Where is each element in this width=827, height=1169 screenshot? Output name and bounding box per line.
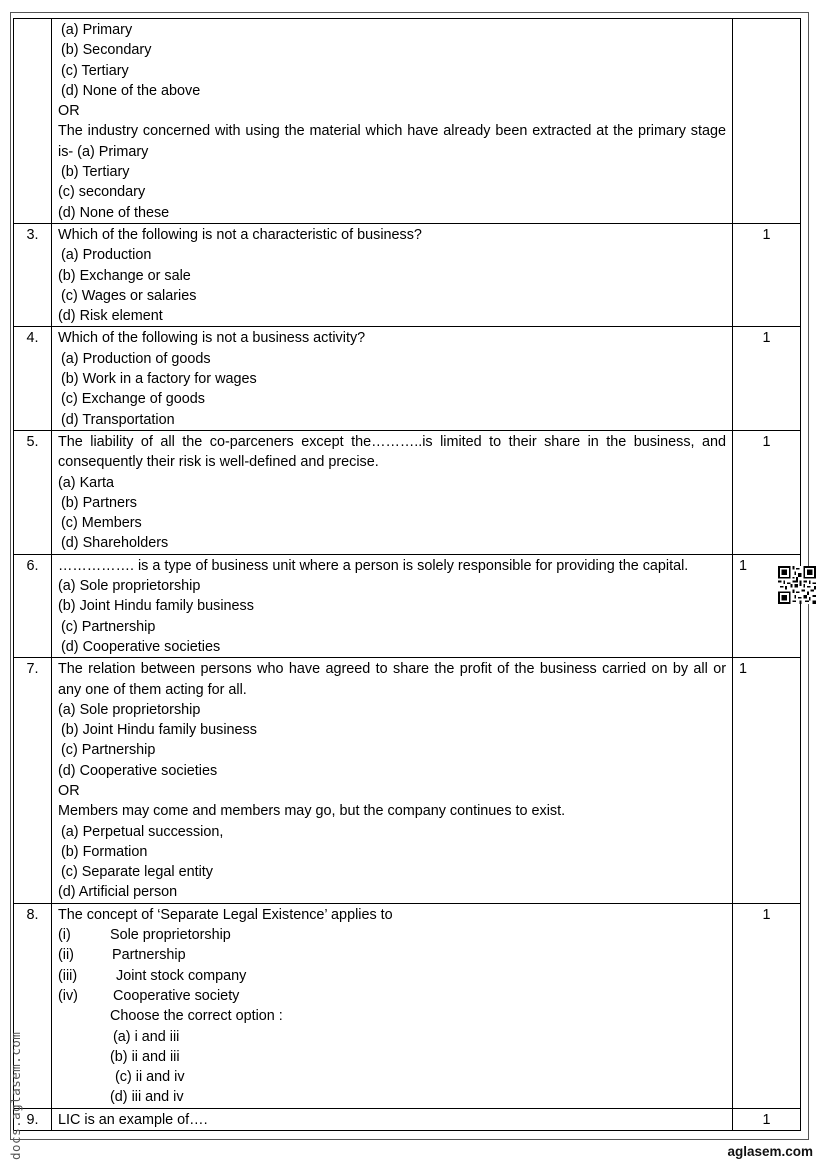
question-number [14, 19, 52, 224]
roman-numeral: (i) [58, 927, 71, 944]
question-text [52, 327, 733, 430]
marks-value: 1 [739, 661, 748, 678]
option: (c) Partnership [61, 618, 156, 635]
question-number: 8. [14, 903, 52, 1108]
option: (c) secondary [58, 184, 146, 201]
option: (d) Transportation [61, 411, 175, 428]
option: (b) Exchange or sale [58, 267, 191, 284]
option: (b) Partners [61, 494, 137, 511]
question-text [52, 554, 733, 657]
question-number: 3. [14, 223, 52, 326]
option: (a) Sole proprietorship [58, 701, 201, 718]
question-text [52, 19, 733, 224]
question-stem: Members may come and members may go, but the company continues to exist. [58, 803, 566, 820]
roman-item [58, 925, 732, 945]
option: (b) Tertiary [61, 164, 130, 181]
option: (d) iii and iv [110, 1089, 184, 1106]
option: (a) i and iii [113, 1028, 180, 1045]
question-text [52, 1108, 733, 1130]
question-text [52, 223, 733, 326]
question-stem: The relation between persons who have agreed to share the profit of the business carried on by all or any one of them acting for all. [58, 661, 726, 698]
roman-text: Sole proprietorship [110, 927, 231, 944]
roman-item [58, 945, 732, 965]
or-separator: OR [58, 103, 80, 120]
option: (b) Secondary [61, 42, 152, 59]
question-text [52, 430, 733, 554]
option: (a) Production [61, 247, 152, 264]
instruction: Choose the correct option : [110, 1008, 283, 1025]
option: (c) Partnership [61, 742, 156, 759]
marks [733, 658, 801, 904]
option: (a) Primary [61, 22, 133, 38]
option: (d) Risk element [58, 308, 163, 325]
question-row [14, 430, 801, 554]
roman-text: Partnership [112, 947, 186, 964]
watermark: docs.aglasem.com [8, 1031, 23, 1160]
option: (c) Exchange of goods [61, 391, 205, 408]
marks: 1 [733, 1108, 801, 1130]
option: (a) Production of goods [61, 350, 211, 367]
question-table [13, 18, 801, 1131]
option: (c) Wages or salaries [61, 287, 197, 304]
option: (c) ii and iv [115, 1069, 185, 1086]
option: (d) Cooperative societies [58, 762, 218, 779]
option: (b) Joint Hindu family business [61, 722, 257, 739]
option: (b) Work in a factory for wages [61, 371, 257, 388]
qr-code-icon [778, 566, 816, 604]
option: (d) None of the above [61, 82, 201, 99]
brand-footer: aglasem.com [727, 1144, 813, 1159]
question-stem: The concept of ‘Separate Legal Existence’ applies to [58, 906, 393, 923]
roman-item [58, 986, 732, 1006]
question-row [14, 19, 801, 224]
question-number: 4. [14, 327, 52, 430]
option: (b) Joint Hindu family business [58, 598, 254, 615]
option: (b) Formation [61, 843, 148, 860]
roman-numeral: (ii) [58, 947, 74, 964]
question-row [14, 327, 801, 430]
question-stem: Which of the following is not a characteristic of business? [58, 226, 422, 243]
question-stem: ……………. is a type of business unit where a person is solely responsible for providing the capital. [58, 557, 689, 574]
question-row [14, 223, 801, 326]
question-stem: Which of the following is not a business activity? [58, 330, 366, 347]
marks-value: 1 [739, 557, 748, 574]
or-separator: OR [58, 782, 80, 799]
question-number: 6. [14, 554, 52, 657]
option: (d) Cooperative societies [61, 638, 221, 655]
question-number: 5. [14, 430, 52, 554]
option: (d) Artificial person [58, 884, 178, 901]
question-number: 7. [14, 658, 52, 904]
question-stem: LIC is an example of…. [58, 1111, 208, 1128]
roman-numeral: (iii) [58, 967, 78, 984]
marks: 1 [733, 327, 801, 430]
option: (c) Separate legal entity [61, 864, 213, 881]
option: (d) None of these [58, 204, 170, 221]
option: (d) Shareholders [61, 535, 169, 552]
question-stem: The industry concerned with using the material which have already been extracted at the primary stage is- (a) Primary [58, 123, 726, 160]
marks: 1 [733, 430, 801, 554]
option: (c) Members [61, 515, 142, 532]
option: (c) Tertiary [61, 62, 129, 79]
option: (a) Sole proprietorship [58, 578, 201, 595]
question-stem: The liability of all the co-parceners except the………..is limited to their share in the business, and consequently their risk is well-defined and precise. [58, 433, 726, 471]
question-text [52, 903, 733, 1108]
option: (a) Karta [58, 474, 114, 491]
roman-text: Cooperative society [113, 987, 240, 1004]
question-number: 9. [14, 1108, 52, 1130]
question-text [52, 658, 733, 904]
question-row [14, 903, 801, 1108]
roman-item [58, 966, 732, 986]
marks: 1 [733, 903, 801, 1108]
marks: 1 [733, 223, 801, 326]
question-row [14, 658, 801, 904]
roman-numeral: (iv) [58, 987, 78, 1004]
option: (b) ii and iii [110, 1048, 180, 1065]
option: (a) Perpetual succession, [61, 823, 224, 840]
question-row [14, 1108, 801, 1130]
question-row [14, 554, 801, 657]
marks [733, 19, 801, 224]
roman-text: Joint stock company [116, 967, 247, 984]
